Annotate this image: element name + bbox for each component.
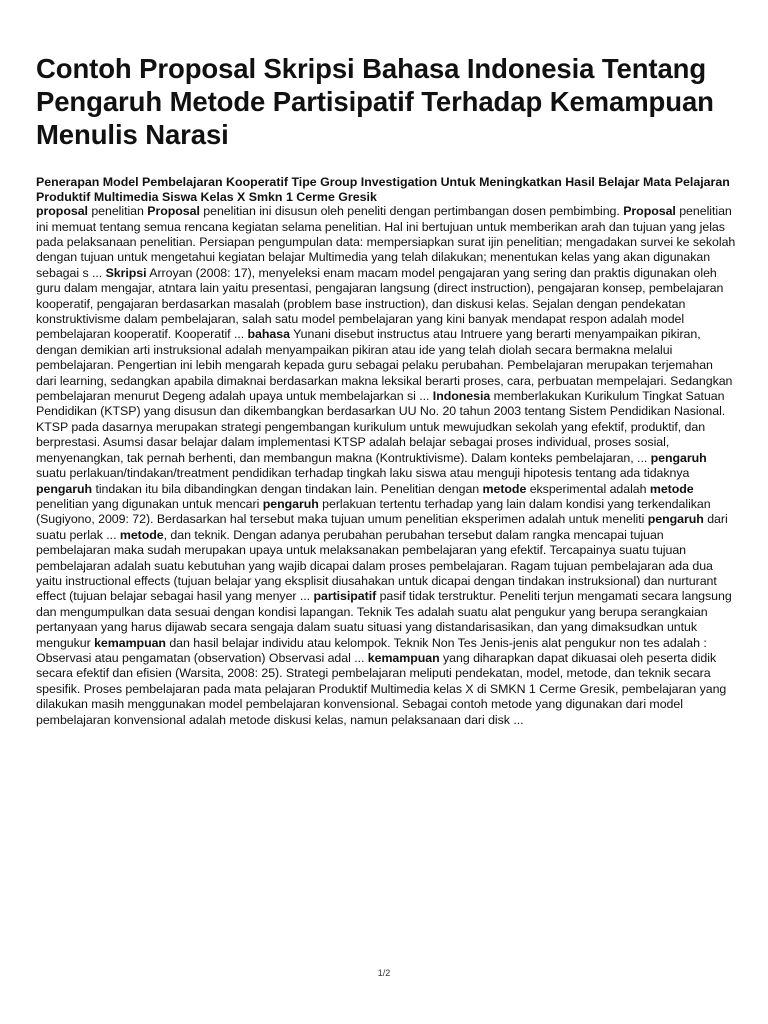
page-title: Contoh Proposal Skripsi Bahasa Indonesia Tentang Pengaruh Metode Partisipatif Terhadap Kemampuan Menulis Narasi — [36, 53, 714, 150]
keyword-highlight: pengaruh — [36, 481, 93, 496]
keyword-highlight: Proposal — [623, 204, 676, 219]
body-text-run: , dan teknik. Dengan adanya perubahan perubahan tersebut dalam rangka mencapai tujuan pembelajaran maka sudah merupakan upaya untuk melaksanakan pembelajaran yang efektif. Tercapainya suatu tujuan pembelajaran adalah suatu kebutuhan yang wajib dicapai dalam proses pembelajaran. Ragam tujuan pembelajaran ada dua yaitu instructional effects (tujuan belajar yang eksplisit diusahakan untuk dicapai dengan tindakan instruksional) dan nurturant effect (tujuan belajar sebagai hasil yang menyer ... — [36, 527, 717, 604]
body-text-run: memberlakukan Kurikulum Tingkat Satuan Pendidikan (KTSP) yang disusun dan dikembangkan berdasarkan UU No. 20 tahun 2003 tentang Sistem Pendidikan Nasional. KTSP pada dasarnya merupakan strategi pengembangan kurikulum untuk mewujudkan sekolah yang efektif, produktif, dan berprestasi. Asumsi dasar belajar dalam implementasi KTSP adalah belajar sebagai proses individual, proses sosial, menyenangkan, tak pernah berhenti, dan membangun makna (Kontruktivisme). Dalam konteks pembelajaran, ... — [36, 389, 726, 465]
article-body — [36, 204, 736, 728]
keyword-highlight: kemampuan — [367, 650, 440, 665]
keyword-highlight: Skripsi — [105, 265, 147, 280]
keyword-highlight: kemampuan — [94, 635, 166, 650]
keyword-highlight: pengaruh — [262, 496, 319, 511]
keyword-highlight: metode — [119, 527, 164, 542]
keyword-highlight: partisipatif — [313, 589, 377, 604]
body-text-run: dari suatu perlak ... — [36, 512, 728, 542]
body-text-run: penelitian yang digunakan untuk mencari — [36, 496, 263, 511]
body-text-run: pasif tidak terstruktur. Peneliti terjun mengamati secara langsung dan mengumpulkan data sesuai dengan kondisi lapangan. Teknik Tes adalah suatu alat pengukur yang berupa serangkaian pertanyaan yang harus dijawab secara sengaja dalam suatu situasi yang distandarisasikan, dan yang dimaksudkan untuk mengukur — [36, 589, 732, 650]
body-text-run: eksperimental adalah — [526, 481, 650, 496]
body-text-run: Yunani disebut instructus atau Intruere yang berarti menyampaikan pikiran, dengan demikian arti instruksional adalah menyampaikan pikiran atau ide yang telah diolah secara bermakna melalui pembelajaran. Pengertian ini lebih mengarah kepada guru sebagai pelaku perubahan. Pembelajaran merupakan terjemahan dari learning, sedangkan apabila dimaknai berdasarkan makna leksikal berarti proses, cara, perbuatan mempelajari. Sedangkan pembelajaran menurut Degeng adalah upaya untuk membelajarkan si ... — [36, 327, 733, 404]
body-text-run: tindakan itu bila dibandingkan dengan tindakan lain. Penelitian dengan — [92, 481, 483, 496]
keyword-highlight: Indonesia — [432, 389, 491, 404]
article-subtitle: Penerapan Model Pembelajaran Kooperatif Tipe Group Investigation Untuk Meningkatkan Hasil Belajar Mata Pelajaran Produktif Multimedia Siswa Kelas X Smkn 1 Cerme Gresik — [36, 175, 730, 204]
keyword-highlight: pengaruh — [650, 450, 707, 465]
keyword-highlight: bahasa — [247, 327, 290, 342]
keyword-highlight: Proposal — [147, 204, 200, 219]
body-text-run: perlakuan tertentu terhadap yang lain dalam kondisi yang terkendalikan (Sugiyono, 2009: 72). Berdasarkan hal tersebut maka tujuan umum penelitian eksperimen adalah untuk meneliti — [36, 496, 711, 527]
body-text-run: suatu perlakuan/tindakan/treatment pendidikan terhadap tingkah laku siswa atau menguji hipotesis tentang ada tidaknya — [36, 466, 690, 481]
keyword-highlight: metode — [649, 481, 694, 496]
body-text-run: dan hasil belajar individu atau kelompok. Teknik Non Tes Jenis-jenis alat pengukur non tes adalah : Observasi atau pengamatan (observation) Observasi adal ... — [36, 635, 707, 665]
keyword-highlight: metode — [482, 481, 527, 496]
body-text-run: yang diharapkan dapat dikuasai oleh peserta didik secara efektif dan efisien (Warsita, 2008: 25). Strategi pembelajaran meliputi pendekatan, model, metode, dan teknik secara spesifik. Proses pembelajaran pada mata pelajaran Produktif Multimedia kelas X di SMKN 1 Cerme Gresik, pembelajaran yang dilakukan masih menggunakan model pembelajaran konvensional. Sebagai contoh metode yang digunakan dari model pembelajaran konvensional adalah metode diskusi kelas, namun pelaksanaan dari disk ... — [36, 650, 727, 727]
body-text-run: penelitian — [87, 204, 148, 219]
body-text-run: penelitian ini memuat tentang semua rencana kegiatan selama penelitian. Hal ini bertujuan untuk memberikan arah dan tujuan yang jelas pada pelaksanaan penelitian. Persiapan pengumpulan data: mempersiapkan surat ijin penelitian; mengadakan survei ke sekolah dengan tujuan untuk mengetahui kegiatan belajar Multimedia yang telah dilakukan; menentukan kelas yang akan digunakan sebagai s ... — [36, 204, 736, 280]
body-text-run: Arroyan (2008: 17), menyeleksi enam macam model pengajaran yang sering dan praktis digunakan oleh guru dalam mengajar, atntara lain yaitu presentasi, pengajaran langsung (direct instruction), pengajaran konsep, pembelajaran kooperatif, pengajaran berdasarkan masalah (problem base instruction), dan diskusi kelas. Sejalan dengan pendekatan konstruktivisme dalam pembelajaran, salah satu model pembelajaran yang kini banyak mendapat respon adalah model pembelajaran kooperatif. Kooperatif ... — [36, 265, 724, 342]
page-number: 1/2 — [377, 968, 391, 978]
document-page — [36, 52, 736, 728]
body-text-run: penelitian ini disusun oleh peneliti dengan pertimbangan dosen pembimbing. — [199, 204, 624, 219]
keyword-highlight: pengaruh — [647, 512, 704, 527]
keyword-highlight: proposal — [36, 204, 88, 219]
